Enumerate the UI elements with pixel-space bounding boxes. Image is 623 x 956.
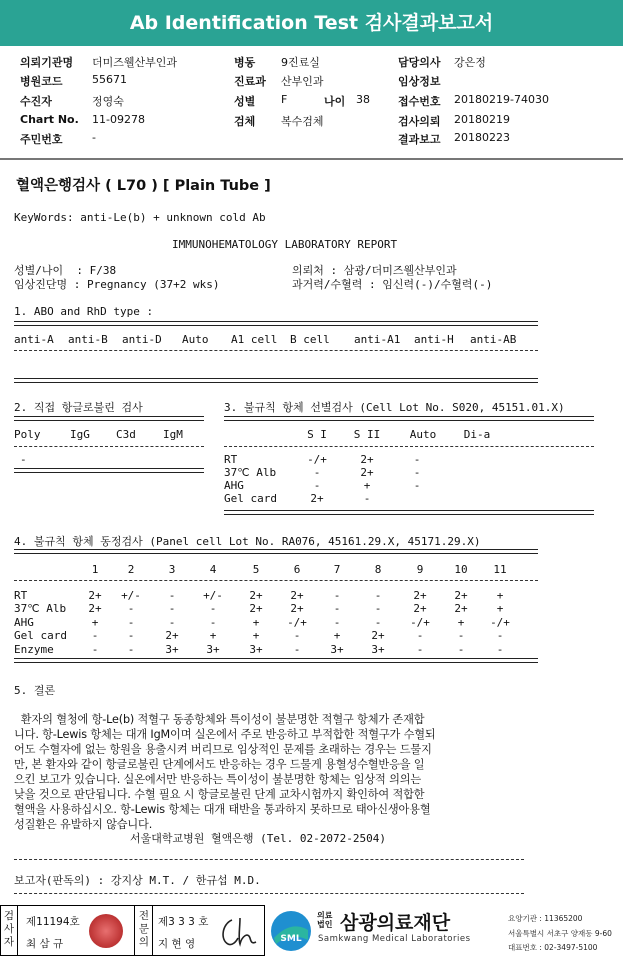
brand-prefix: 의료 법인 — [317, 911, 333, 929]
ward-value: 9진료실 — [281, 56, 320, 69]
dept-value: 산부인과 — [281, 75, 324, 88]
panel-cell: 2+ — [413, 602, 427, 616]
panel-cell: - — [293, 642, 301, 656]
conclusion-line: 혈액을 사용하십시오. 항-Lewis 항체는 대개 태반을 통과하지 못하므로 태아신생아용혈 — [14, 803, 431, 816]
panel-cell: - — [293, 629, 301, 643]
request-date-value: 20180219 — [454, 113, 510, 126]
panel-row-label: 37℃ Alb — [14, 602, 67, 616]
screen-cell: - — [313, 466, 321, 479]
abo-header: anti-A1 — [354, 333, 401, 346]
panel-cell: +/- — [121, 589, 141, 602]
panel-row-label: Gel card — [14, 629, 67, 643]
sec4-title: 4. 불규칙 항체 동정검사 (Panel cell Lot No. RA076, 45161.29.X, 45171.29.X) — [14, 535, 481, 548]
panel-cell: - — [91, 629, 99, 643]
screen-header: Auto — [409, 428, 437, 441]
screen-header: S I — [307, 428, 327, 441]
diagnosis-line: 임상진단명 : Pregnancy (37+2 wks) — [14, 278, 220, 291]
footer-divider — [152, 905, 153, 956]
panel-cell: 2+ — [165, 629, 179, 643]
specimen-label: 검체 — [234, 115, 256, 128]
screen-cell: 2+ — [360, 466, 374, 479]
panel-cell: - — [374, 602, 382, 616]
abo-header: Auto — [182, 333, 209, 346]
panel-cell: - — [457, 629, 465, 643]
panel-cell: - — [496, 629, 504, 643]
banner-title: Ab Identification Test 검사결과보고서 — [129, 12, 494, 34]
brand-english-name: Samkwang Medical Laboratories — [318, 934, 471, 944]
panel-cell: 2+ — [249, 589, 263, 602]
panel-cell: 2+ — [88, 602, 102, 616]
screen-cell: - — [413, 453, 421, 466]
panel-cell: - — [416, 642, 424, 656]
screen-header: Di-a — [463, 428, 491, 441]
panel-cell: 2+ — [454, 602, 468, 616]
abo-header: B cell — [290, 333, 330, 346]
screen-row-label: RT — [224, 453, 238, 466]
panel-cell: 3+ — [371, 642, 385, 656]
panel-row-label: Enzyme — [14, 642, 54, 656]
panel-cell-header: 7 — [333, 563, 341, 576]
sec1-rule-bottom — [14, 378, 538, 383]
panel-cell: 3+ — [249, 642, 263, 656]
panel-cell: - — [127, 642, 135, 656]
abo-header: anti-B — [68, 333, 108, 346]
tester-label-char: 사 — [3, 923, 15, 935]
institution-line: 서울대학교병원 혈액은행 (Tel. 02-2072-2504) — [130, 832, 386, 845]
dat-header: Poly — [14, 428, 41, 441]
screen-row-label: AHG — [224, 479, 244, 492]
panel-cell: -/+ — [410, 615, 430, 629]
panel-cell: - — [333, 589, 341, 602]
panel-cell: - — [168, 589, 176, 602]
screen-cell: + — [363, 479, 371, 492]
panel-cell-header: 10 — [454, 563, 468, 576]
brand-info: 요양기관 : 11365200 — [508, 914, 583, 923]
patient-value: 정영숙 — [92, 95, 124, 108]
panel-cell: 2+ — [454, 589, 468, 602]
sec1-rule-top — [14, 321, 538, 326]
panel-cell-header: 2 — [127, 563, 135, 576]
footer-divider — [17, 905, 18, 956]
dat-header: IgG — [70, 428, 90, 441]
screen-cell: - — [413, 479, 421, 492]
age-value: 38 — [356, 93, 370, 106]
doctor-label: 담당의사 — [398, 56, 441, 69]
chart-no-label: Chart No. — [20, 113, 79, 126]
panel-cell-header: 11 — [493, 563, 507, 576]
report-date-value: 20180223 — [454, 131, 510, 144]
dept-label: 진료과 — [234, 75, 266, 88]
ward-label: 병동 — [234, 56, 256, 69]
hospital-code-label: 병원코드 — [20, 75, 63, 88]
report-date-label: 결과보고 — [398, 133, 441, 146]
spec-label-char: 문 — [138, 923, 150, 935]
panel-cell: - — [127, 602, 135, 616]
panel-cell: + — [209, 629, 217, 643]
sec2-title: 2. 직접 항글로불린 검사 — [14, 401, 143, 414]
panel-cell: - — [168, 615, 176, 629]
dat-header: IgM — [163, 428, 183, 441]
panel-row-label: AHG — [14, 615, 34, 629]
panel-cell: - — [333, 615, 341, 629]
conclusion-line: 만, 본 환자와 같이 항글로불린 단계에서도 반응하는 경우 드물게 용혈성수혈반응을 일 — [14, 758, 425, 771]
doctor-value: 강은정 — [454, 56, 486, 69]
tester-label-char: 자 — [3, 936, 15, 948]
specialist-license: 제3 3 3 호 — [158, 916, 209, 928]
brand-info: 서울특별시 서초구 양재동 9-60 — [508, 929, 612, 938]
panel-cell: 2+ — [290, 602, 304, 616]
sec4-rule-mid — [14, 580, 538, 581]
sec1-rule-mid — [14, 350, 538, 351]
sec5-title: 5. 결론 — [14, 684, 56, 697]
sex-value: F — [281, 93, 288, 106]
panel-cell: - — [496, 642, 504, 656]
rrn-label: 주민번호 — [20, 133, 63, 146]
signature-image — [218, 912, 260, 950]
receipt-no-value: 20180219-74030 — [454, 93, 549, 106]
panel-cell: 3+ — [330, 642, 344, 656]
panel-cell: + — [496, 589, 504, 602]
abo-header: anti-AB — [470, 333, 517, 346]
panel-cell: 2+ — [290, 589, 304, 602]
panel-cell: + — [91, 615, 99, 629]
screen-row-label: Gel card — [224, 492, 277, 505]
conclusion-text — [14, 712, 594, 832]
sec2-rule-top — [14, 416, 204, 421]
spec-label-char: 의 — [138, 936, 150, 948]
logo-text: SML — [280, 934, 302, 944]
abo-header: A1 cell — [231, 333, 278, 346]
panel-cell: + — [496, 602, 504, 616]
receipt-no-label: 접수번호 — [398, 95, 441, 108]
tester-label-char: 검 — [3, 910, 15, 922]
abo-header: anti-H — [414, 333, 454, 346]
sex-age-line: 성별/나이 : F/38 — [14, 264, 117, 277]
conclusion-line: 환자의 혈청에 항-Le(b) 적혈구 동종항체와 특이성이 불분명한 적혈구 항체가 존재합 — [14, 713, 425, 726]
lab-title: IMMUNOHEMATOLOGY LABORATORY REPORT — [172, 238, 398, 251]
panel-cell: - — [333, 602, 341, 616]
panel-cell-header: 6 — [293, 563, 301, 576]
panel-cell: - — [374, 589, 382, 602]
panel-cell: + — [457, 615, 465, 629]
panel-row-label: RT — [14, 589, 28, 602]
screen-cell: 2+ — [360, 453, 374, 466]
panel-cell: 3+ — [165, 642, 179, 656]
abo-header: anti-D — [122, 333, 162, 346]
panel-cell-header: 8 — [374, 563, 382, 576]
screen-row-label: 37℃ Alb — [224, 466, 277, 479]
clinical-info-label: 임상정보 — [398, 75, 441, 88]
brand-name: 삼광의료재단 — [340, 912, 451, 934]
panel-cell: -/+ — [287, 615, 307, 629]
sec4-rule-top — [14, 549, 538, 554]
conclusion-line: 니다. 항-Lewis 항체는 대개 IgM이며 실온에서 주로 반응하고 부적합한 적혈구가 수혈되 — [14, 728, 436, 741]
sec3-rule-mid — [224, 446, 594, 447]
panel-cell: - — [209, 615, 217, 629]
panel-cell: - — [457, 642, 465, 656]
chart-no-value: 11-09278 — [92, 113, 145, 126]
tester-name: 최 삼 규 — [26, 938, 64, 950]
specialist-name: 지 현 영 — [158, 938, 196, 950]
panel-cell: - — [416, 629, 424, 643]
panel-cell: - — [374, 615, 382, 629]
report-banner — [0, 0, 623, 46]
request-date-label: 검사의뢰 — [398, 115, 441, 128]
conclusion-line: 으킨 보고가 있습니다. 실온에서만 반응하는 특이성이 불분명한 항체는 임상적 의의는 — [14, 773, 422, 786]
patient-label: 수진자 — [20, 95, 52, 108]
sex-label: 성별 — [234, 95, 256, 108]
sec3-rule-top — [224, 416, 594, 421]
panel-cell: 2+ — [249, 602, 263, 616]
panel-cell-header: 5 — [252, 563, 260, 576]
conclusion-line: 성질환은 유발하지 않습니다. — [14, 818, 153, 831]
screen-header: S II — [353, 428, 381, 441]
sec2-rule-bottom — [14, 468, 204, 473]
sec1-title: 1. ABO and RhD type : — [14, 305, 154, 318]
screen-cell: -/+ — [307, 453, 327, 466]
specimen-value: 복수검체 — [281, 115, 324, 128]
panel-cell: +/- — [203, 589, 223, 602]
spec-label-char: 전 — [138, 910, 150, 922]
panel-cell: - — [209, 602, 217, 616]
panel-cell: 2+ — [88, 589, 102, 602]
conclusion-line: 낮을 것으로 판단됩니다. 수혈 필요 시 항글로불린 단계 교차시험까지 확인하여 적합한 — [14, 788, 425, 801]
screen-cell: - — [313, 479, 321, 492]
reporter-line: 보고자(판독의) : 강지상 M.T. / 한규섭 M.D. — [14, 874, 261, 887]
rrn-value: - — [92, 131, 96, 144]
abo-header: anti-A — [14, 333, 54, 346]
panel-cell: 2+ — [371, 629, 385, 643]
panel-cell-header: 4 — [209, 563, 217, 576]
sec3-title: 3. 불규칙 항체 선별검사 (Cell Lot No. S020, 45151.01.X) — [224, 401, 565, 414]
specialist-label — [137, 910, 151, 949]
brand-info: 대표번호 : 02-3497-5100 — [508, 943, 598, 952]
dat-header: C3d — [116, 428, 136, 441]
panel-cell: + — [252, 615, 260, 629]
tester-label — [2, 910, 16, 949]
history-line: 과거력/수혈력 : 임신력(-)/수혈력(-) — [292, 278, 493, 291]
screen-cell: 2+ — [310, 492, 324, 505]
panel-cell: - — [127, 629, 135, 643]
sec3-rule-bottom — [224, 510, 594, 515]
hospital-value: 더미즈웰산부인과 — [92, 56, 178, 69]
sml-logo-icon — [270, 910, 312, 952]
conclusion-line: 어도 수혈자에 없는 항원을 용출시켜 버리므로 임상적인 문제를 초래하는 경우는 드물지 — [14, 743, 432, 756]
sec4-rule-bottom — [14, 658, 538, 663]
tester-license: 제11194호 — [26, 916, 80, 928]
hospital-label: 의뢰기관명 — [20, 56, 74, 69]
sec2-rule-mid — [14, 446, 204, 447]
panel-cell-header: 1 — [91, 563, 99, 576]
panel-cell: - — [91, 642, 99, 656]
screen-cell: - — [413, 466, 421, 479]
hospital-code-value: 55671 — [92, 73, 127, 86]
keywords: KeyWords: anti-Le(b) + unknown cold Ab — [14, 211, 266, 224]
dat-value: - — [20, 453, 27, 466]
screen-cell: - — [363, 492, 371, 505]
requester-line: 의뢰처 : 삼광/더미즈웰산부인과 — [292, 264, 457, 277]
age-label: 나이 — [324, 95, 346, 108]
panel-cell: - — [168, 602, 176, 616]
panel-cell: 2+ — [413, 589, 427, 602]
footer-divider — [134, 905, 135, 956]
panel-cell-header: 3 — [168, 563, 176, 576]
panel-cell: + — [333, 629, 341, 643]
panel-cell: 3+ — [206, 642, 220, 656]
report-title: 혈액은행검사 ( L70 ) [ Plain Tube ] — [16, 178, 271, 194]
seal-stamp — [89, 914, 123, 948]
reporter-rule-bottom — [14, 893, 524, 894]
panel-cell-header: 9 — [416, 563, 424, 576]
panel-cell: - — [127, 615, 135, 629]
panel-cell: -/+ — [490, 615, 510, 629]
reporter-rule-top — [14, 859, 524, 860]
panel-cell: + — [252, 629, 260, 643]
header-divider — [0, 158, 623, 160]
